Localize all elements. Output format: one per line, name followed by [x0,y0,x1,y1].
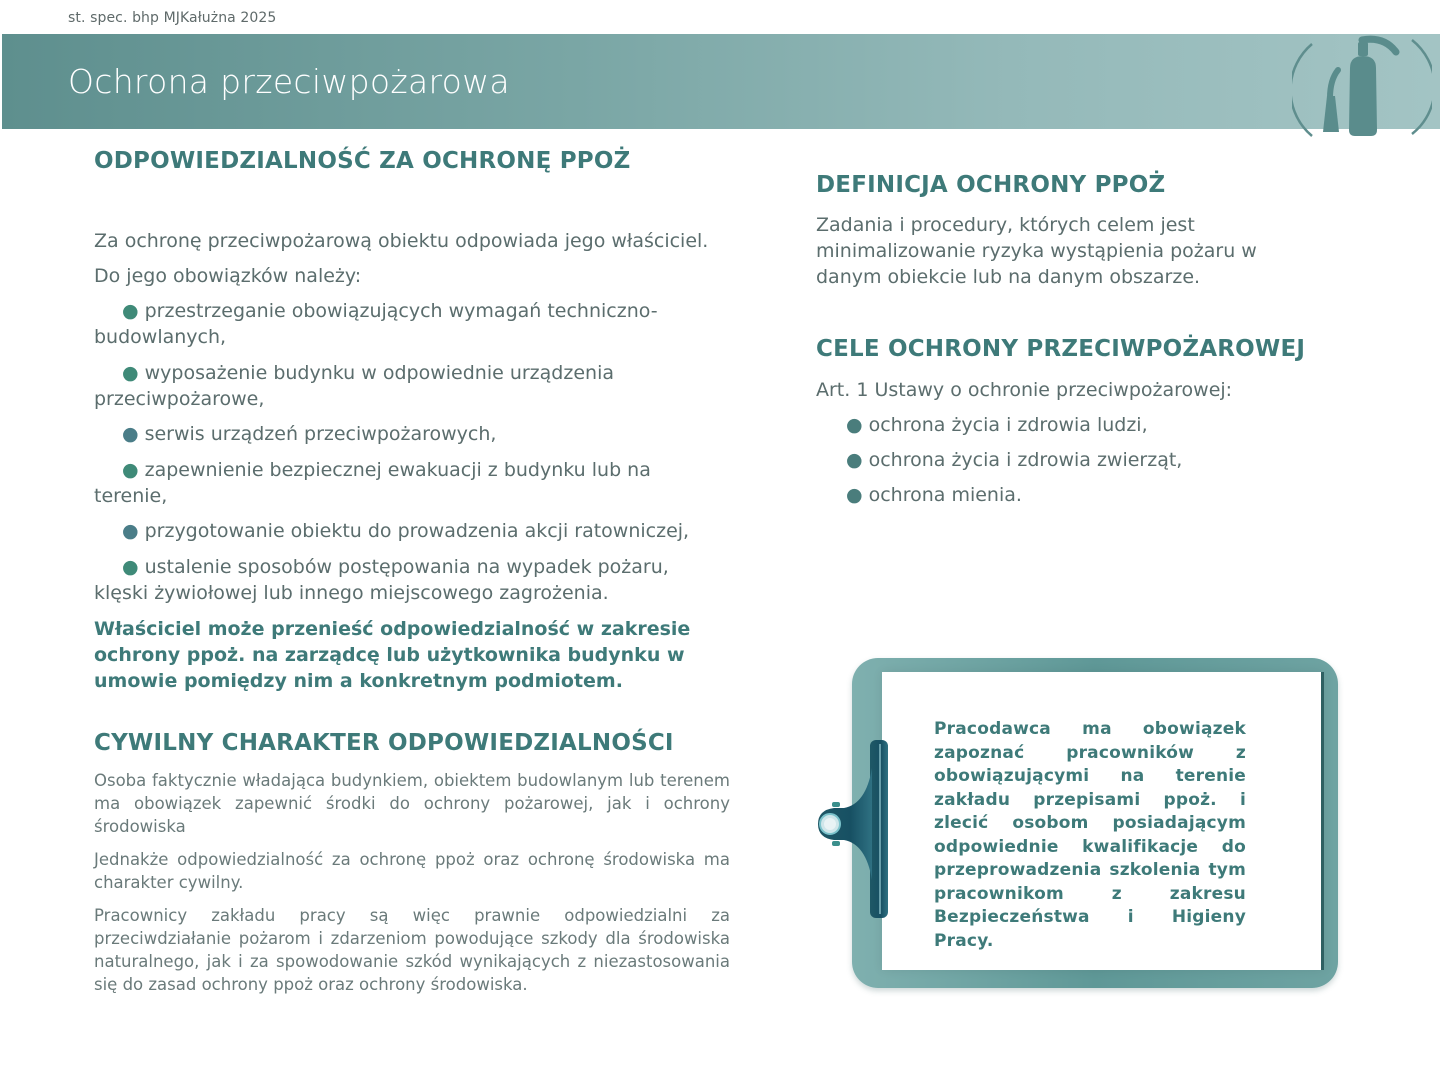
bullet-icon: ● [846,414,863,436]
employer-obligation-text: Pracodawca ma obowiązek zapoznać pracowników z obowiązującymi na terenie zakładu przepisami ppoż. i zlecić osobom posiadającym odpowiednie kwalifikacje do przeprowadzenia szkolenia tym pracownikom z zakresu Bezpieczeństwa i Higieny Pracy. [934,719,1246,951]
definition-heading: DEFINICJA OCHRONY PPOŻ [816,172,1166,198]
duty-item [94,298,784,350]
title-banner [2,34,1440,129]
bullet-icon: ● [122,459,139,481]
goal-text: ochrona mienia. [868,484,1022,506]
duty-text-cont: budowlanych, [94,326,227,348]
duty-text-cont: klęski żywiołowej lub innego miejscowego zagrożenia. [94,582,609,604]
duty-text: przygotowanie obiektu do prowadzenia akcji ratowniczej, [144,520,690,542]
duty-text: przestrzeganie obowiązujących wymagań techniczno- [144,300,658,322]
page-title: Ochrona przeciwpożarowa [68,62,510,101]
definition-line: danym obiekcie lub na danym obszarze. [816,266,1201,288]
civil-paragraph: Osoba faktycznie władająca budynkiem, obiektem budowlanym lub terenem ma obowiązek zapewnić środki do ochrony pożarowej, jak i ochrony środowiska [94,771,730,836]
fire-extinguisher-icon [1292,28,1432,140]
duty-item [94,360,784,412]
bullet-icon: ● [122,556,139,578]
author-credit: st. spec. bhp MJKałużna 2025 [68,10,277,26]
duties-intro: Do jego obowiązków należy: [94,265,362,287]
duty-item [94,421,784,447]
duty-item [94,554,784,606]
duty-text-cont: przeciwpożarowe, [94,388,265,410]
goals-heading: CELE OCHRONY PRZECIWPOŻAROWEJ [816,336,1306,362]
duty-item [94,457,784,509]
bullet-icon: ● [122,300,139,322]
bullet-icon: ● [122,423,139,445]
goal-item [846,447,1182,473]
civil-heading: CYWILNY CHARAKTER ODPOWIEDZIALNOŚCI [94,730,674,756]
bullet-icon: ● [122,520,139,542]
goal-item [846,482,1022,508]
bullet-icon: ● [846,484,863,506]
civil-paragraph: Jednakże odpowiedzialność za ochronę ppoż oraz ochronę środowiska ma charakter cywilny. [94,850,730,892]
duty-text: wyposażenie budynku w odpowiednie urządzenia [144,362,614,384]
civil-paragraph: Pracownicy zakładu pracy są więc prawnie odpowiedzialni za przeciwdziałanie pożarom i zdarzeniom powodujące szkody dla środowiska naturalnego, jak i za spowodowanie szkód wynikających z niezastosowania się do zasad ochrony ppoż oraz ochrony środowiska. [94,906,730,994]
definition-line: minimalizowanie ryzyka wystąpienia pożaru w [816,240,1257,262]
responsibility-intro: Za ochronę przeciwpożarową obiektu odpowiada jego właściciel. [94,230,709,252]
bullet-icon: ● [122,362,139,384]
goal-item [846,412,1148,438]
duty-text-cont: terenie, [94,485,168,507]
bullet-icon: ● [846,449,863,471]
clipboard-clip-icon [814,738,894,920]
owner-transfer-note: Właściciel może przenieść odpowiedzialność w zakresie ochrony ppoż. na zarządcę lub użytkownika budynku w umowie pomiędzy nim a konkretnym podmiotem. [94,618,691,692]
duty-text: zapewnienie bezpiecznej ewakuacji z budynku lub na [144,459,651,481]
goal-text: ochrona życia i zdrowia zwierząt, [868,449,1183,471]
responsibility-heading: ODPOWIEDZIALNOŚĆ ZA OCHRONĘ PPOŻ [94,148,631,174]
definition-line: Zadania i procedury, których celem jest [816,214,1195,236]
duty-text: serwis urządzeń przeciwpożarowych, [144,423,497,445]
duty-text: ustalenie sposobów postępowania na wypadek pożaru, [144,556,669,578]
duty-item [94,518,784,544]
goal-text: ochrona życia i zdrowia ludzi, [868,414,1148,436]
goals-intro: Art. 1 Ustawy o ochronie przeciwpożarowej: [816,379,1233,401]
